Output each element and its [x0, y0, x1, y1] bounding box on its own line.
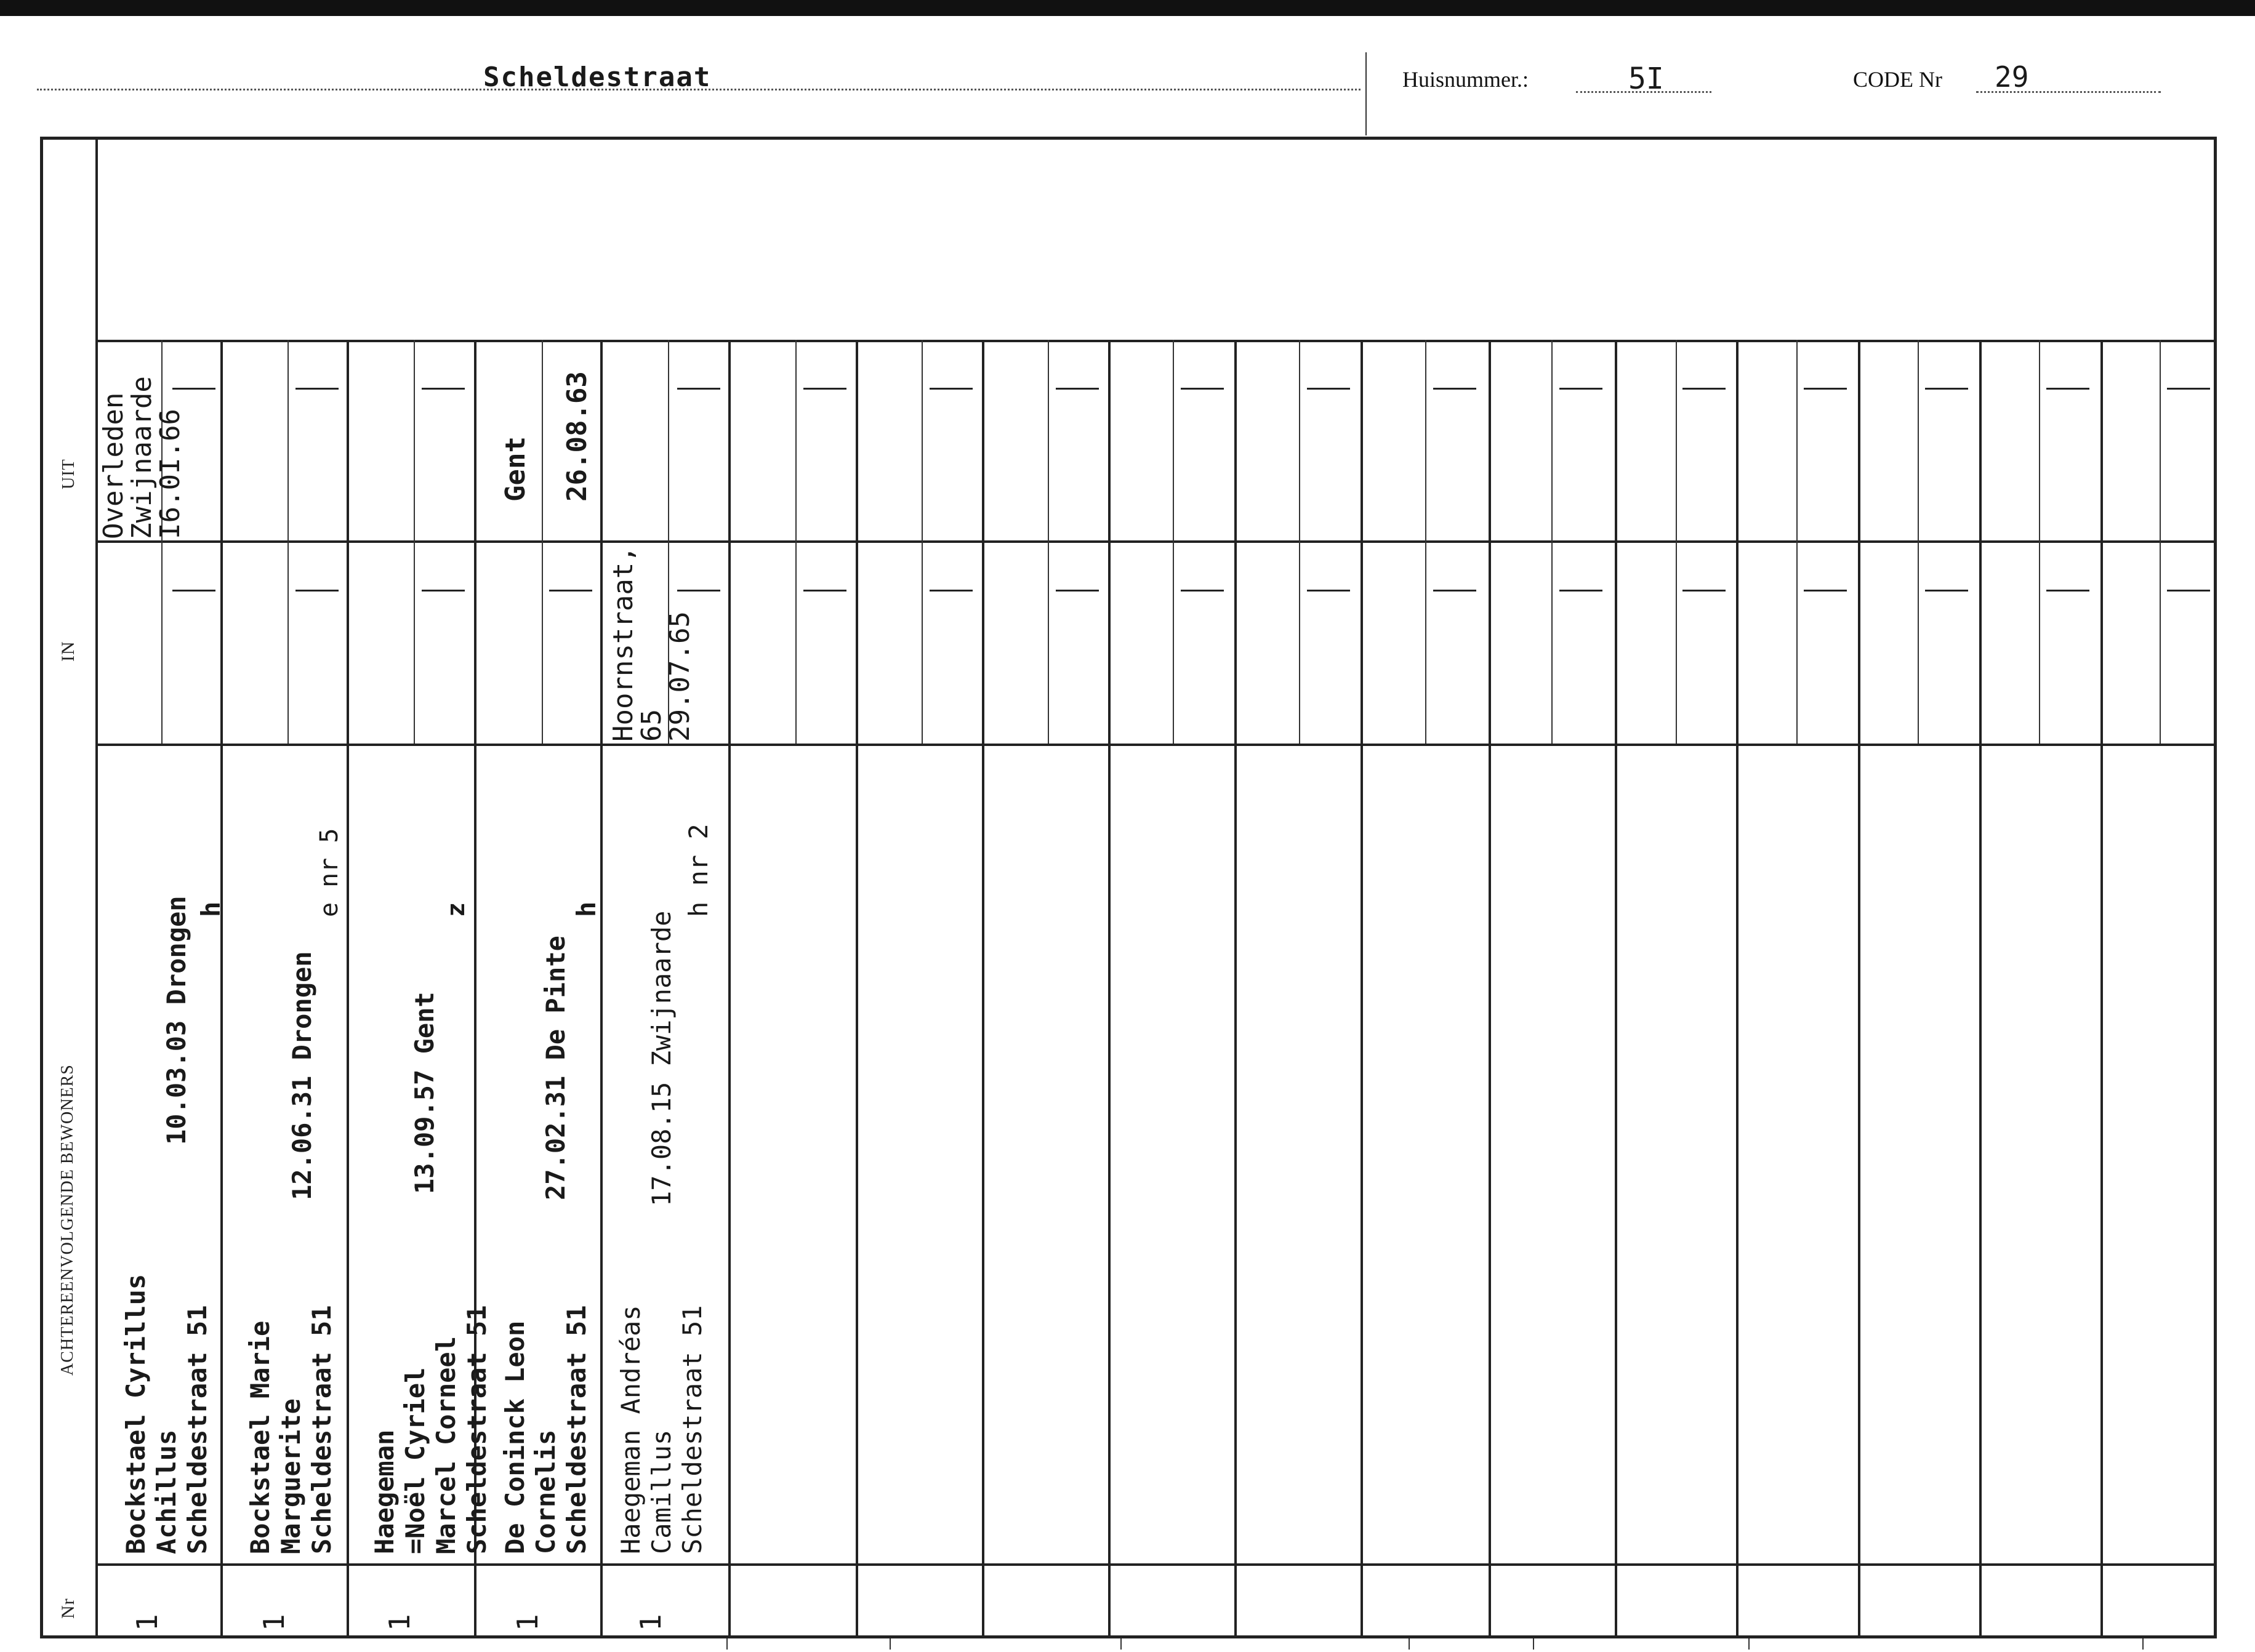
uit-dash — [1804, 388, 1847, 390]
birth-info: 12.06.31 Drongen — [287, 951, 317, 1200]
subcol-10 — [1299, 340, 1300, 744]
subcol-17 — [2160, 340, 2161, 744]
uit-dash — [295, 388, 339, 390]
col-divider-9 — [1234, 340, 1237, 1638]
in-dash — [803, 590, 846, 591]
resident-name: De Coninck Leon Cornelis Scheldestraat 51 — [500, 1305, 592, 1554]
rule-residents-nr — [95, 1563, 2217, 1566]
birth-info: 27.02.31 De Pinte — [541, 936, 571, 1200]
in-dash — [1925, 590, 1968, 591]
in-dash — [1181, 590, 1224, 591]
subcol-6 — [795, 340, 797, 744]
in-dash — [1559, 590, 1602, 591]
in-dash — [2046, 590, 2089, 591]
col-divider-1 — [220, 340, 223, 1638]
uit-dash — [422, 388, 465, 390]
subcol-13 — [1676, 340, 1677, 744]
subcol-11 — [1425, 340, 1426, 744]
col-divider-14 — [1858, 340, 1860, 1638]
subcol-9 — [1173, 340, 1174, 744]
birth-info: 10.03.03 Drongen — [161, 896, 191, 1145]
uit-dash — [1056, 388, 1099, 390]
bottom-tick — [1120, 1638, 1122, 1650]
uit-dash — [1307, 388, 1350, 390]
entry-nr: 1 — [131, 1614, 164, 1631]
in-dash — [172, 590, 215, 591]
street-name: Scheldestraat — [483, 62, 712, 93]
subcol-3 — [414, 340, 415, 744]
household-code: e nr 5 — [315, 828, 344, 917]
resident-name: Haegeman Andréas Camillus Scheldestraat 51 — [616, 1305, 707, 1554]
col-divider-16 — [2100, 340, 2103, 1638]
uit-dash — [1181, 388, 1224, 390]
uit-dash — [1925, 388, 1968, 390]
col-divider-12 — [1615, 340, 1617, 1638]
in-dash — [422, 590, 465, 591]
header-divider — [1365, 52, 1367, 135]
household-code: h — [196, 901, 226, 917]
bottom-tick — [890, 1638, 891, 1650]
bottom-tick — [1409, 1638, 1410, 1650]
uit-dash — [2046, 388, 2089, 390]
code-number: 29 — [1995, 60, 2029, 94]
in-dash — [295, 590, 339, 591]
in-dash — [930, 590, 973, 591]
col-divider-2 — [347, 340, 349, 1638]
uit-dash — [1682, 388, 1726, 390]
entry-nr: 1 — [257, 1614, 291, 1631]
resident-name: Bockstael Cyrillus Achillus Scheldestraat 51 — [121, 1273, 212, 1554]
col-divider-15 — [1979, 340, 1982, 1638]
label-uit: UIT — [59, 459, 78, 489]
entry-nr: 1 — [511, 1614, 544, 1631]
col-divider-6 — [856, 340, 858, 1638]
bottom-tick — [1533, 1638, 1534, 1650]
label-in: IN — [58, 641, 78, 662]
col-divider-8 — [1108, 340, 1111, 1638]
subcol-8 — [1048, 340, 1049, 744]
uit-dash — [1559, 388, 1602, 390]
code-label: CODE Nr — [1853, 67, 1942, 92]
birth-info: 17.08.15 Zwijnaarde — [646, 910, 677, 1206]
in-dash — [549, 590, 592, 591]
in-dash — [1682, 590, 1726, 591]
subcol-12 — [1551, 340, 1553, 744]
subcol-15 — [1918, 340, 1919, 744]
rule-in-residents — [95, 744, 2217, 746]
uit-dash — [677, 388, 720, 390]
subcol-16 — [2039, 340, 2040, 744]
col-divider-7 — [982, 340, 984, 1638]
resident-name: Bockstael Marie Marguerite Scheldestraat 51 — [245, 1305, 337, 1554]
in-dash — [1433, 590, 1476, 591]
top-border — [0, 0, 2255, 16]
col-divider-11 — [1489, 340, 1491, 1638]
label-residents: ACHTEREENVOLGENDE BEWONERS — [58, 1064, 77, 1376]
in-dash — [1804, 590, 1847, 591]
in-entry: Hoornstraat, 65 29.07.65 — [608, 546, 696, 742]
subcol-2 — [287, 340, 289, 744]
resident-name: Haegeman =Noël Cyriel Marcel Corneel Scheldestraat 51 — [369, 1305, 492, 1554]
house-number-label: Huisnummer.: — [1402, 67, 1529, 92]
bottom-tick — [726, 1638, 728, 1650]
col-divider-5 — [728, 340, 731, 1638]
uit-dash — [2167, 388, 2210, 390]
register-table — [40, 137, 2217, 1638]
uit-entry: Gent 26.08.63 — [500, 371, 593, 502]
household-code: z — [442, 902, 470, 917]
col-divider-4 — [600, 340, 603, 1638]
subcol-14 — [1796, 340, 1798, 744]
bottom-tick — [1748, 1638, 1750, 1650]
uit-entry: Overleden Zwijnaarde I6.0I.66 — [98, 376, 186, 539]
label-column-divider — [95, 137, 98, 1638]
uit-dash — [803, 388, 846, 390]
household-code: h — [571, 901, 601, 917]
in-dash — [1056, 590, 1099, 591]
in-dash — [1307, 590, 1350, 591]
col-divider-10 — [1361, 340, 1363, 1638]
subcol-7 — [922, 340, 923, 744]
uit-dash — [930, 388, 973, 390]
entry-nr: 1 — [634, 1614, 667, 1631]
entry-nr: 1 — [383, 1614, 416, 1631]
bottom-tick — [2142, 1638, 2144, 1650]
label-nr: Nr — [58, 1598, 78, 1619]
birth-info: 13.09.57 Gent — [409, 992, 440, 1194]
in-dash — [2167, 590, 2210, 591]
household-code: h nr 2 — [683, 824, 713, 917]
uit-dash — [1433, 388, 1476, 390]
col-divider-13 — [1736, 340, 1738, 1638]
house-number: 5I — [1628, 62, 1664, 96]
